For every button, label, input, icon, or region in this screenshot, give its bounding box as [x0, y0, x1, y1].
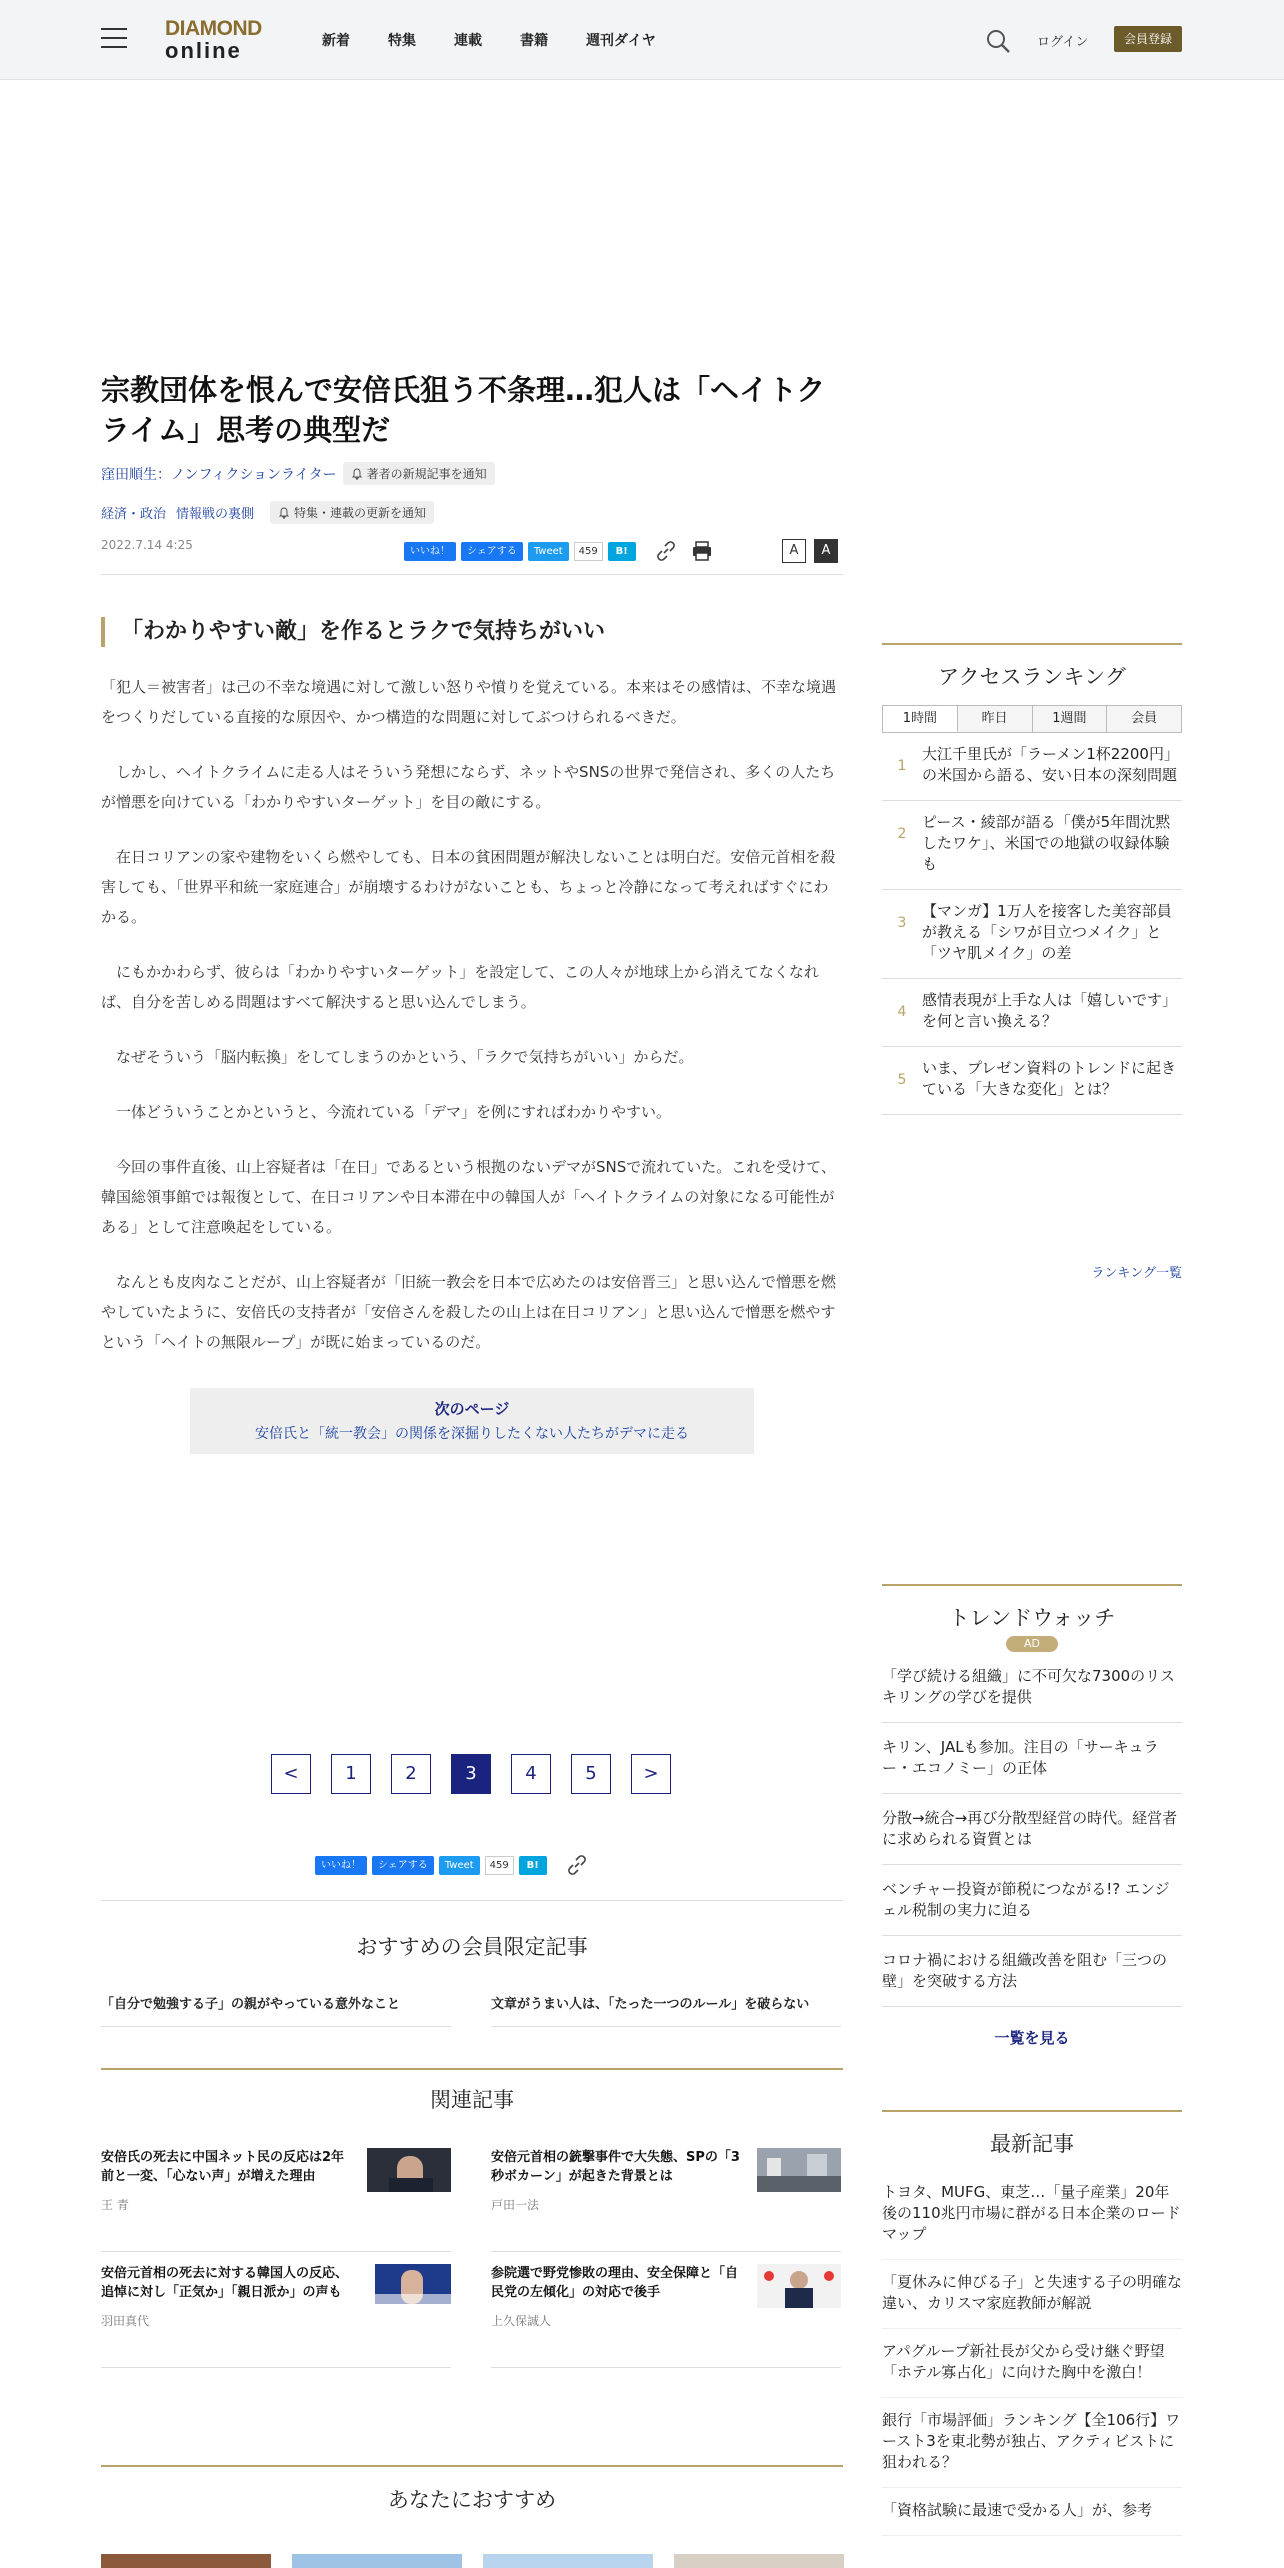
trend-item[interactable]: 「学び続ける組織」に不可欠な7300のリスキリングの学びを提供	[882, 1652, 1182, 1723]
ranking-item[interactable]	[882, 733, 1182, 801]
rank-number: 5	[897, 1072, 907, 1088]
share-bar-bottom	[315, 1854, 588, 1876]
search-icon[interactable]	[985, 28, 1011, 54]
tweet-button[interactable]: Tweet	[439, 1856, 480, 1875]
hatena-button[interactable]: B!	[608, 542, 636, 561]
nav-new[interactable]: 新着	[322, 33, 350, 49]
link-icon[interactable]	[655, 540, 677, 562]
menu-icon[interactable]	[101, 28, 127, 50]
rank-number: 1	[897, 758, 907, 774]
latest-widget	[882, 2110, 1182, 2536]
fb-like-button[interactable]: いいね！	[315, 1856, 367, 1875]
divider	[101, 1900, 843, 1901]
font-size-large-button[interactable]: A	[814, 539, 838, 563]
related-item-title: 安倍元首相の死去に対する韓国人の反応、追悼に対し「正気か」「親日派か」の声も	[101, 2266, 349, 2300]
nav-books[interactable]: 書籍	[520, 33, 548, 49]
trend-title: トレンドウォッチ	[948, 1606, 1116, 1630]
rank-number: 2	[897, 826, 907, 842]
next-page-link[interactable]	[190, 1388, 754, 1454]
pagination	[271, 1754, 691, 1794]
ranking-tab-hour[interactable]: 1時間	[883, 706, 958, 732]
trend-item[interactable]: 分散→統合→再び分散型経営の時代。経営者に求められる資質とは	[882, 1794, 1182, 1865]
rank-text: 感情表現が上手な人は「嬉しいです」を何と言い換える？	[922, 991, 1178, 1030]
foryou-thumb[interactable]	[292, 2554, 462, 2568]
nav-series[interactable]: 連載	[454, 33, 482, 49]
font-size-small-button[interactable]: A	[782, 539, 806, 563]
spacer	[101, 2380, 843, 2381]
register-button[interactable]: 会員登録	[1114, 26, 1182, 52]
pager-page-1[interactable]: 1	[331, 1754, 371, 1794]
thumbnail-image	[367, 2148, 451, 2192]
ranking-tab-yesterday[interactable]: 昨日	[958, 706, 1033, 732]
nav-feature[interactable]: 特集	[388, 33, 416, 49]
paragraph: なんとも皮肉なことだが、山上容疑者が「旧統一教会を日本で広めたのは安倍晋三」と思い込んで憎悪を燃やしていたように、安倍氏の支持者が「安倍さんを殺したの山上は在日コリアン」と思い込んで憎悪を燃やすという「ヘイトの無限ループ」が既に始まっているのだ。	[101, 1273, 837, 1351]
main-nav	[322, 30, 694, 50]
fb-share-button[interactable]: シェアする	[461, 542, 523, 561]
trend-widget	[882, 1584, 1182, 2007]
related-item[interactable]	[491, 2264, 841, 2368]
author-notify-button[interactable]	[343, 462, 495, 485]
foryou-title: あなたにおすすめ	[387, 2488, 557, 2512]
rank-text: 【マンガ】1万人を接客した美容部員が教える「シワが目立つメイク」と「ツヤ肌メイク」の差	[922, 902, 1172, 962]
next-page-title: 安倍氏と「統一教会」の関係を深掘りしたくない人たちがデマに走る	[255, 1426, 689, 1442]
ranking-title: アクセスランキング	[938, 665, 1126, 689]
trend-item[interactable]: キリン、JALも参加。注目の「サーキュラー・エコノミー」の正体	[882, 1723, 1182, 1794]
ranking-item[interactable]	[882, 979, 1182, 1047]
foryou-thumb[interactable]	[101, 2554, 271, 2568]
thumbnail-image	[757, 2264, 841, 2308]
hatena-count: 459	[485, 1856, 514, 1875]
rank-text: いま、プレゼン資料のトレンドに起きている「大きな変化」とは？	[922, 1059, 1177, 1098]
category-link[interactable]: 経済・政治	[101, 507, 167, 522]
ranking-widget	[882, 643, 1182, 1115]
site-header	[0, 0, 1284, 80]
link-icon[interactable]	[566, 1854, 588, 1876]
divider	[101, 2068, 843, 2070]
related-item[interactable]	[101, 2264, 451, 2368]
ranking-item[interactable]	[882, 1047, 1182, 1115]
site-logo[interactable]	[165, 18, 269, 64]
latest-item[interactable]: アパグループ新社長が父から受け継ぐ野望「ホテル寡占化」に向けた胸中を激白！	[882, 2329, 1182, 2398]
article	[101, 370, 843, 1357]
ranking-more-link[interactable]: ランキング一覧	[1091, 1266, 1182, 1281]
recommend-item[interactable]: 「自分で勉強する子」の親がやっている意外なこと	[101, 1993, 451, 2027]
related-item-author: 王 青	[101, 2198, 129, 2212]
recommend-item[interactable]: 文章がうまい人は、「たった一つのルール」を破らない	[491, 1993, 841, 2027]
related-item-author: 戸田一法	[491, 2198, 540, 2212]
ranking-tab-week[interactable]: 1週間	[1033, 706, 1108, 732]
ranking-item[interactable]	[882, 801, 1182, 890]
fb-share-button[interactable]: シェアする	[372, 1856, 434, 1875]
hatena-count: 459	[574, 542, 603, 561]
logo-line2: online	[165, 38, 242, 63]
pager-prev-button[interactable]: <	[271, 1754, 311, 1794]
ad-badge: AD	[1006, 1636, 1058, 1652]
trend-item[interactable]: コロナ禍における組織改善を阻む「三つの壁」を突破する方法	[882, 1936, 1182, 2007]
bell-icon	[351, 468, 363, 480]
series-notify-button[interactable]	[270, 501, 434, 524]
print-icon[interactable]	[691, 540, 713, 562]
thumbnail-image	[375, 2264, 451, 2304]
bell-icon	[278, 507, 290, 519]
thumbnail-image	[757, 2148, 841, 2192]
author-row	[101, 462, 843, 485]
meta-row	[101, 538, 843, 575]
publish-date: 2022.7.14 4:25	[101, 538, 193, 552]
paragraph: にもかかわらず、彼らは「わかりやすいターゲット」を設定して、この人々が地球上から消えてなくなれば、自分を苦しめる問題はすべて解決すると思い込んでしまう。	[101, 963, 819, 1011]
recommend-title: おすすめの会員限定記事	[356, 1935, 588, 1959]
rank-number: 3	[897, 915, 907, 931]
foryou-thumb[interactable]	[483, 2554, 653, 2568]
category-link[interactable]: 情報戦の裏側	[176, 507, 255, 522]
pager-page-3[interactable]: 3	[451, 1754, 491, 1794]
logo-line1: DIAMOND	[165, 17, 262, 40]
series-notify-label: 特集・連載の更新を通知	[294, 506, 427, 520]
related-item-title: 参院選で野党惨敗の理由、安全保障と「自民党の左傾化」の対応で後手	[491, 2266, 739, 2300]
next-page-label: 次のページ	[434, 1400, 510, 1418]
related-item-author: 上久保誠人	[491, 2314, 552, 2328]
divider	[101, 2465, 843, 2467]
section-heading: 「わかりやすい敵」を作るとラクで気持ちがいい	[101, 617, 843, 647]
article-title: 宗教団体を恨んで安倍氏狙う不条理…犯人は「ヘイトクライム」思考の典型だ	[101, 373, 826, 447]
trend-item[interactable]: ベンチャー投資が節税につながる!? エンジェル税制の実力に迫る	[882, 1865, 1182, 1936]
latest-item[interactable]: トヨタ、MUFG、東芝…「量子産業」20年後の110兆円市場に群がる日本企業のロードマップ	[882, 2170, 1182, 2260]
hatena-button[interactable]: B!	[519, 1856, 547, 1875]
related-title: 関連記事	[430, 2088, 514, 2112]
category-row	[101, 501, 843, 524]
pager-page-2[interactable]: 2	[391, 1754, 431, 1794]
latest-item[interactable]: 「資格試験に最速で受かる人」が、参考	[882, 2488, 1182, 2536]
rank-text: 大江千里氏が「ラーメン1杯2200円」の米国から語る、安い日本の深刻問題	[922, 745, 1179, 784]
trend-more-link[interactable]: 一覧を見る	[994, 2029, 1070, 2047]
author-notify-label: 著者の新規記事を通知	[366, 467, 487, 481]
paragraph: なぜそういう「脳内転換」をしてしまうのかという、「ラクで気持ちがいい」からだ。	[101, 1048, 694, 1066]
latest-item[interactable]: 銀行「市場評価」ランキング【全106行】ワースト3を東北勢が独占、アクティビストに狙われる？	[882, 2398, 1182, 2488]
author-link[interactable]: 窪田順生：ノンフィクションライター	[101, 466, 337, 483]
related-item-title: 安倍元首相の銃撃事件で大失態、SPの「3秒ボカーン」が起きた背景とは	[491, 2150, 740, 2184]
ranking-tabs	[882, 705, 1182, 733]
latest-item[interactable]: 「夏休みに伸びる子」と失速する子の明確な違い、カリスマ家庭教師が解説	[882, 2260, 1182, 2329]
rank-text: ピース・綾部が語る「僕が5年間沈黙したワケ」、米国での地獄の収録体験も	[922, 813, 1171, 873]
related-item[interactable]	[491, 2148, 841, 2252]
share-bar	[404, 540, 713, 562]
ranking-item[interactable]	[882, 890, 1182, 979]
latest-title: 最新記事	[990, 2132, 1074, 2156]
nav-weekly[interactable]: 週刊ダイヤ	[586, 33, 656, 49]
foryou-tiles	[101, 2554, 865, 2568]
ranking-tab-member[interactable]: 会員	[1107, 706, 1181, 732]
paragraph: しかし、ヘイトクライムに走る人はそういう発想にならず、ネットやSNSの世界で発信され、多くの人たちが憎悪を向けている「わかりやすいターゲット」を目の敵にする。	[101, 763, 836, 811]
paragraph: 今回の事件直後、山上容疑者は「在日」であるという根拠のないデマがSNSで流れていた。これを受けて、韓国総領事館では報復として、在日コリアンや日本滞在中の韓国人が「ヘイトクライムの対象になる可能性がある」として注意喚起をしている。	[101, 1158, 836, 1236]
article-body	[101, 672, 843, 1357]
paragraph: 在日コリアンの家や建物をいくら燃やしても、日本の貧困問題が解決しないことは明白だ。安倍元首相を殺害しても、「世界平和統一家庭連合」が崩壊するわけがないことも、ちょっと冷静になって考えればすぐにわかる。	[101, 848, 836, 926]
paragraph: 「犯人＝被害者」は己の不幸な境遇に対して激しい怒りや憤りを覚えている。本来はその感情は、不幸な境遇をつくりだしている直接的な原因や、かつ構造的な問題に対してぶつけられるべきだ。	[101, 678, 837, 726]
related-item-author: 羽田真代	[101, 2314, 150, 2328]
paragraph: 一体どういうことかというと、今流れている「デマ」を例にすればわかりやすい。	[101, 1103, 672, 1121]
login-link[interactable]: ログイン	[1037, 35, 1089, 50]
related-item-title: 安倍氏の死去に中国ネット民の反応は2年前と一変、「心ない声」が増えた理由	[101, 2150, 345, 2184]
pager-next-button[interactable]: >	[631, 1754, 671, 1794]
foryou-thumb[interactable]	[674, 2554, 844, 2568]
related-item[interactable]	[101, 2148, 451, 2252]
pager-page-4[interactable]: 4	[511, 1754, 551, 1794]
spacer	[882, 2158, 1182, 2170]
pager-page-5[interactable]: 5	[571, 1754, 611, 1794]
rank-number: 4	[897, 1004, 907, 1020]
tweet-button[interactable]: Tweet	[528, 542, 569, 561]
fb-like-button[interactable]: いいね！	[404, 542, 456, 561]
